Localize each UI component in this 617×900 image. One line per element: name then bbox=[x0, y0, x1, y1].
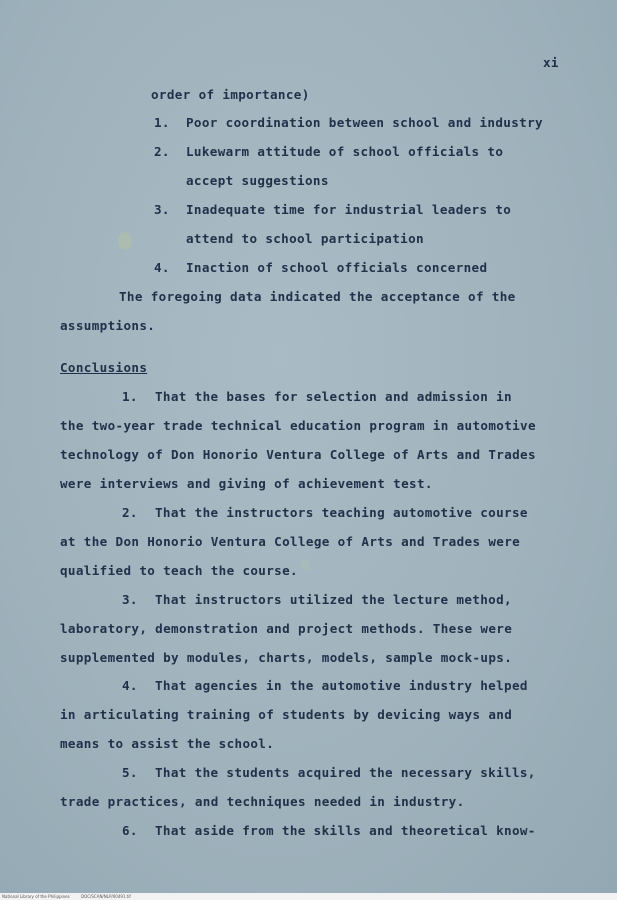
scan-footer bbox=[0, 893, 617, 900]
conclusion-text: at the Don Honorio Ventura College of Arts and Trades were bbox=[60, 534, 521, 549]
conclusion-text: supplemented by modules, charts, models, sample mock-ups. bbox=[60, 650, 513, 665]
summary-line: The foregoing data indicated the acceptance of the bbox=[119, 289, 516, 304]
conclusion-number: 2. bbox=[122, 505, 138, 520]
conclusion-text: means to assist the school. bbox=[60, 736, 275, 751]
conclusion-text: That the instructors teaching automotive course bbox=[155, 505, 528, 520]
item-text: accept suggestions bbox=[186, 173, 329, 188]
conclusion-text: trade practices, and techniques needed in industry. bbox=[60, 794, 465, 809]
paper-stain bbox=[118, 232, 132, 250]
item-number: 3. bbox=[154, 202, 170, 217]
conclusion-number: 6. bbox=[122, 823, 138, 838]
conclusion-number: 1. bbox=[122, 389, 138, 404]
conclusion-number: 4. bbox=[122, 678, 138, 693]
item-text: Poor coordination between school and industry bbox=[186, 115, 543, 130]
item-text: Lukewarm attitude of school officials to bbox=[186, 144, 504, 159]
conclusion-text: That aside from the skills and theoretical know- bbox=[155, 823, 536, 838]
conclusion-number: 3. bbox=[122, 592, 138, 607]
conclusion-text: laboratory, demonstration and project methods. These were bbox=[60, 621, 513, 636]
conclusion-text: technology of Don Honorio Ventura College of Arts and Trades bbox=[60, 447, 536, 462]
summary-line: assumptions. bbox=[60, 318, 156, 333]
conclusion-text: That agencies in the automotive industry helped bbox=[155, 678, 528, 693]
conclusion-text: That the students acquired the necessary skills, bbox=[155, 765, 536, 780]
conclusion-text: That instructors utilized the lecture method, bbox=[155, 592, 512, 607]
item-number: 2. bbox=[154, 144, 170, 159]
list-continuation: order of importance) bbox=[151, 87, 310, 102]
footer-code: DOC/SCAN/NLP/00491.tif bbox=[81, 894, 131, 899]
conclusions-heading: Conclusions bbox=[60, 360, 148, 375]
conclusion-text: in articulating training of students by devicing ways and bbox=[60, 707, 513, 722]
item-number: 4. bbox=[154, 260, 170, 275]
footer-library: National Library of the Philippines bbox=[2, 894, 70, 899]
item-text: Inadequate time for industrial leaders to bbox=[186, 202, 512, 217]
conclusion-number: 5. bbox=[122, 765, 138, 780]
item-text: Inaction of school officials concerned bbox=[186, 260, 488, 275]
page-number: xi bbox=[543, 55, 559, 70]
conclusion-text: That the bases for selection and admission in bbox=[155, 389, 512, 404]
conclusion-text: the two-year trade technical education program in automotive bbox=[60, 418, 536, 433]
item-text: attend to school participation bbox=[186, 231, 424, 246]
conclusion-text: were interviews and giving of achievement test. bbox=[60, 476, 433, 491]
item-number: 1. bbox=[154, 115, 170, 130]
paper-stain bbox=[300, 560, 310, 570]
conclusion-text: qualified to teach the course. bbox=[60, 563, 298, 578]
